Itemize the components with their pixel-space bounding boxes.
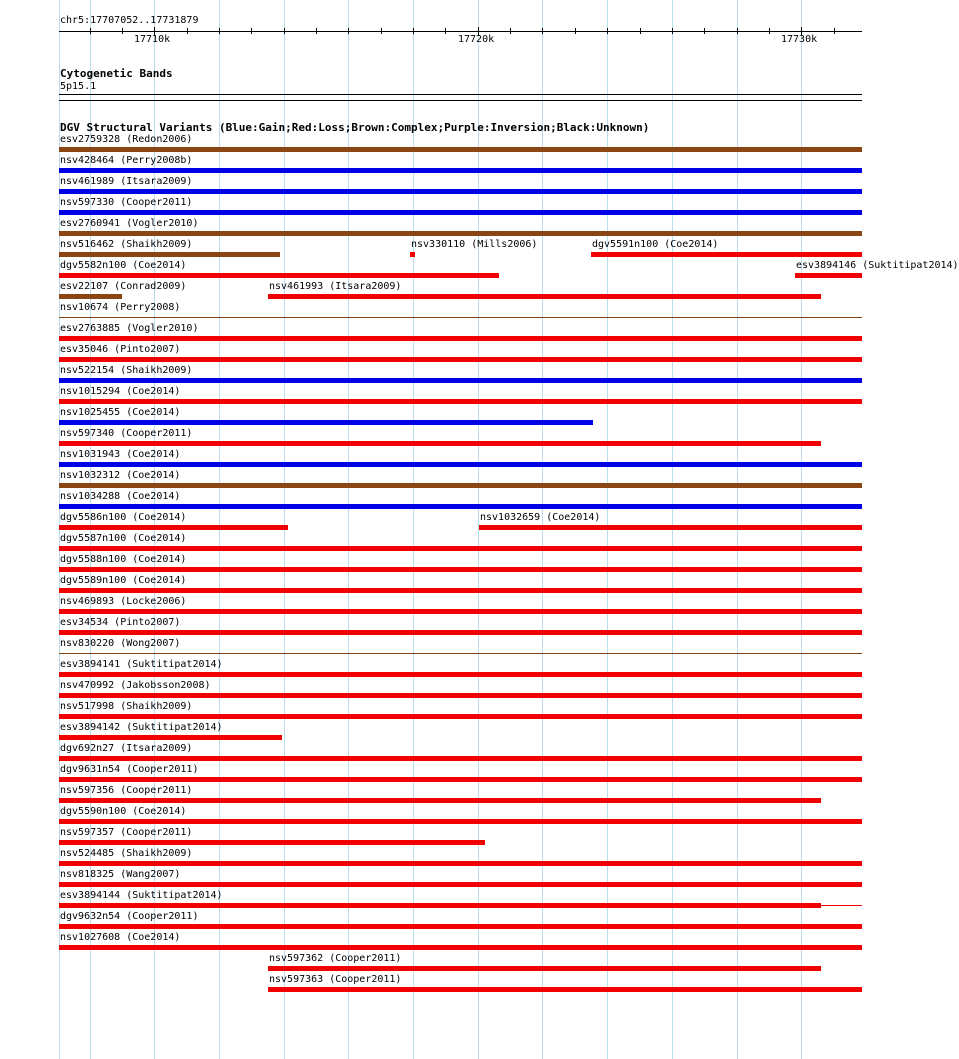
dgv-feature-label[interactable]: esv3894141 (Suktitipat2014) bbox=[60, 659, 223, 670]
dgv-feature-bar[interactable] bbox=[59, 903, 821, 908]
dgv-feature-bar[interactable] bbox=[268, 987, 862, 992]
dgv-feature-bar[interactable] bbox=[59, 189, 862, 194]
dgv-feature-label[interactable]: esv2759328 (Redon2006) bbox=[60, 134, 193, 145]
dgv-feature-label[interactable]: nsv1025455 (Coe2014) bbox=[60, 407, 181, 418]
cytoband-track-title: Cytogenetic Bands bbox=[60, 67, 173, 80]
dgv-track-title: DGV Structural Variants (Blue:Gain;Red:Loss;Brown:Complex;Purple:Inversion;Black:Unknown) bbox=[60, 121, 650, 134]
dgv-feature-label[interactable]: nsv1034288 (Coe2014) bbox=[60, 491, 181, 502]
ruler-label: 17720k bbox=[458, 34, 495, 45]
dgv-feature-bar[interactable] bbox=[59, 840, 485, 845]
dgv-feature-bar[interactable] bbox=[591, 252, 862, 257]
dgv-feature-bar[interactable] bbox=[59, 588, 862, 593]
dgv-feature-label[interactable]: dgv9631n54 (Cooper2011) bbox=[60, 764, 199, 775]
dgv-feature-bar[interactable] bbox=[59, 147, 862, 152]
dgv-feature-label[interactable]: nsv1031943 (Coe2014) bbox=[60, 449, 181, 460]
dgv-feature-label[interactable]: nsv461993 (Itsara2009) bbox=[269, 281, 402, 292]
dgv-feature-bar[interactable] bbox=[59, 231, 862, 236]
dgv-feature-label[interactable]: dgv5588n100 (Coe2014) bbox=[60, 554, 187, 565]
ruler-tick bbox=[769, 28, 770, 34]
dgv-feature-label[interactable]: nsv1027608 (Coe2014) bbox=[60, 932, 181, 943]
dgv-feature-label[interactable]: nsv597330 (Cooper2011) bbox=[60, 197, 193, 208]
ruler-tick bbox=[510, 28, 511, 34]
dgv-feature-label[interactable]: nsv597357 (Cooper2011) bbox=[60, 827, 193, 838]
dgv-feature-label[interactable]: nsv524485 (Shaikh2009) bbox=[60, 848, 193, 859]
dgv-feature-bar[interactable] bbox=[59, 882, 862, 887]
dgv-feature-label[interactable]: dgv5589n100 (Coe2014) bbox=[60, 575, 187, 586]
dgv-feature-bar[interactable] bbox=[59, 252, 280, 257]
dgv-feature-bar[interactable] bbox=[479, 525, 862, 530]
ruler-tick bbox=[672, 28, 673, 34]
dgv-feature-label[interactable]: nsv597356 (Cooper2011) bbox=[60, 785, 193, 796]
ruler-tick bbox=[704, 28, 705, 34]
dgv-feature-bar[interactable] bbox=[268, 294, 821, 299]
dgv-feature-bar[interactable] bbox=[59, 735, 282, 740]
ruler-tick bbox=[187, 28, 188, 34]
dgv-feature-bar[interactable] bbox=[59, 483, 862, 488]
dgv-feature-label[interactable]: nsv10674 (Perry2008) bbox=[60, 302, 181, 313]
ruler-location: chr5:17707052..17731879 bbox=[60, 15, 199, 26]
ruler-tick bbox=[284, 28, 285, 34]
dgv-feature-bar[interactable] bbox=[59, 714, 862, 719]
dgv-feature-label[interactable]: esv22107 (Conrad2009) bbox=[60, 281, 187, 292]
dgv-feature-bar[interactable] bbox=[59, 399, 862, 404]
dgv-feature-bar[interactable] bbox=[59, 317, 862, 318]
dgv-feature-label[interactable]: esv3894144 (Suktitipat2014) bbox=[60, 890, 223, 901]
dgv-feature-bar[interactable] bbox=[59, 798, 821, 803]
dgv-feature-label[interactable]: nsv830220 (Wong2007) bbox=[60, 638, 181, 649]
dgv-feature-label[interactable]: nsv330110 (Mills2006) bbox=[411, 239, 538, 250]
ruler-tick bbox=[413, 28, 414, 34]
dgv-feature-label[interactable]: nsv469893 (Locke2006) bbox=[60, 596, 187, 607]
dgv-feature-bar[interactable] bbox=[410, 252, 415, 257]
dgv-feature-label[interactable]: nsv818325 (Wang2007) bbox=[60, 869, 181, 880]
grid-line bbox=[348, 0, 349, 1059]
dgv-feature-label[interactable]: esv35046 (Pinto2007) bbox=[60, 344, 181, 355]
cytoband-bar-top bbox=[59, 94, 862, 95]
dgv-feature-bar[interactable] bbox=[59, 819, 862, 824]
dgv-feature-label[interactable]: dgv692n27 (Itsara2009) bbox=[60, 743, 193, 754]
dgv-feature-label[interactable]: nsv597362 (Cooper2011) bbox=[269, 953, 402, 964]
dgv-feature-bar[interactable] bbox=[59, 294, 122, 299]
dgv-feature-bar[interactable] bbox=[59, 525, 288, 530]
dgv-feature-bar[interactable] bbox=[59, 924, 862, 929]
dgv-feature-label[interactable]: nsv470992 (Jakobsson2008) bbox=[60, 680, 211, 691]
dgv-feature-bar[interactable] bbox=[268, 966, 821, 971]
ruler-axis bbox=[59, 31, 862, 32]
dgv-feature-bar[interactable] bbox=[59, 945, 862, 950]
dgv-feature-label[interactable]: nsv461989 (Itsara2009) bbox=[60, 176, 193, 187]
dgv-feature-label[interactable]: esv34534 (Pinto2007) bbox=[60, 617, 181, 628]
ruler-tick bbox=[834, 28, 835, 34]
dgv-feature-bar[interactable] bbox=[59, 357, 862, 362]
dgv-feature-label[interactable]: dgv5587n100 (Coe2014) bbox=[60, 533, 187, 544]
dgv-feature-label[interactable]: nsv1032312 (Coe2014) bbox=[60, 470, 181, 481]
dgv-feature-label[interactable]: dgv5582n100 (Coe2014) bbox=[60, 260, 187, 271]
dgv-feature-bar[interactable] bbox=[59, 567, 862, 572]
dgv-feature-label[interactable]: esv3894142 (Suktitipat2014) bbox=[60, 722, 223, 733]
dgv-feature-bar[interactable] bbox=[59, 653, 862, 654]
dgv-feature-bar[interactable] bbox=[59, 672, 862, 677]
dgv-feature-bar[interactable] bbox=[59, 462, 862, 467]
dgv-feature-label[interactable]: esv3894146 (Suktitipat2014) bbox=[796, 260, 959, 271]
ruler-tick bbox=[575, 28, 576, 34]
dgv-feature-label[interactable]: esv2760941 (Vogler2010) bbox=[60, 218, 199, 229]
dgv-feature-bar[interactable] bbox=[59, 273, 499, 278]
ruler-tick bbox=[445, 28, 446, 34]
dgv-feature-bar[interactable] bbox=[59, 168, 862, 173]
dgv-feature-label[interactable]: nsv428464 (Perry2008b) bbox=[60, 155, 193, 166]
dgv-feature-label[interactable]: dgv5586n100 (Coe2014) bbox=[60, 512, 187, 523]
ruler-tick bbox=[542, 28, 543, 34]
dgv-feature-label[interactable]: nsv522154 (Shaikh2009) bbox=[60, 365, 193, 376]
ruler-tick bbox=[90, 28, 91, 34]
dgv-feature-bar[interactable] bbox=[59, 777, 862, 782]
dgv-feature-bar[interactable] bbox=[59, 756, 862, 761]
ruler-tick bbox=[640, 28, 641, 34]
dgv-feature-label[interactable]: esv2763885 (Vogler2010) bbox=[60, 323, 199, 334]
ruler-tick bbox=[348, 28, 349, 34]
grid-line bbox=[413, 0, 414, 1059]
ruler-tick bbox=[737, 28, 738, 34]
dgv-feature-label[interactable]: dgv5591n100 (Coe2014) bbox=[592, 239, 719, 250]
cytoband-bar-bottom bbox=[59, 100, 862, 101]
dgv-feature-label[interactable]: nsv517998 (Shaikh2009) bbox=[60, 701, 193, 712]
dgv-feature-bar[interactable] bbox=[795, 273, 862, 278]
ruler-tick bbox=[381, 28, 382, 34]
ruler-tick bbox=[251, 28, 252, 34]
dgv-feature-bar[interactable] bbox=[59, 630, 862, 635]
ruler-tick bbox=[219, 28, 220, 34]
ruler-label: 17730k bbox=[781, 34, 818, 45]
dgv-feature-label[interactable]: nsv597363 (Cooper2011) bbox=[269, 974, 402, 985]
ruler-tick bbox=[316, 28, 317, 34]
dgv-feature-bar[interactable] bbox=[59, 210, 862, 215]
dgv-feature-bar[interactable] bbox=[59, 609, 862, 614]
dgv-feature-bar[interactable] bbox=[59, 861, 862, 866]
dgv-feature-bar[interactable] bbox=[59, 378, 862, 383]
dgv-feature-label[interactable]: dgv9632n54 (Cooper2011) bbox=[60, 911, 199, 922]
dgv-feature-bar[interactable] bbox=[59, 693, 862, 698]
dgv-feature-bar[interactable] bbox=[59, 420, 593, 425]
ruler-label: 17710k bbox=[134, 34, 171, 45]
cytoband-label[interactable]: 5p15.1 bbox=[60, 81, 97, 92]
dgv-feature-label[interactable]: nsv516462 (Shaikh2009) bbox=[60, 239, 193, 250]
ruler-tick bbox=[607, 28, 608, 34]
dgv-feature-label[interactable]: nsv1032659 (Coe2014) bbox=[480, 512, 601, 523]
dgv-feature-bar[interactable] bbox=[59, 546, 862, 551]
ruler-tick bbox=[122, 28, 123, 34]
dgv-feature-label[interactable]: nsv1015294 (Coe2014) bbox=[60, 386, 181, 397]
dgv-feature-bar[interactable] bbox=[59, 504, 862, 509]
dgv-feature-label[interactable]: nsv597340 (Cooper2011) bbox=[60, 428, 193, 439]
dgv-feature-tail bbox=[821, 905, 862, 906]
dgv-feature-label[interactable]: dgv5590n100 (Coe2014) bbox=[60, 806, 187, 817]
dgv-feature-bar[interactable] bbox=[59, 336, 862, 341]
dgv-feature-bar[interactable] bbox=[59, 441, 821, 446]
